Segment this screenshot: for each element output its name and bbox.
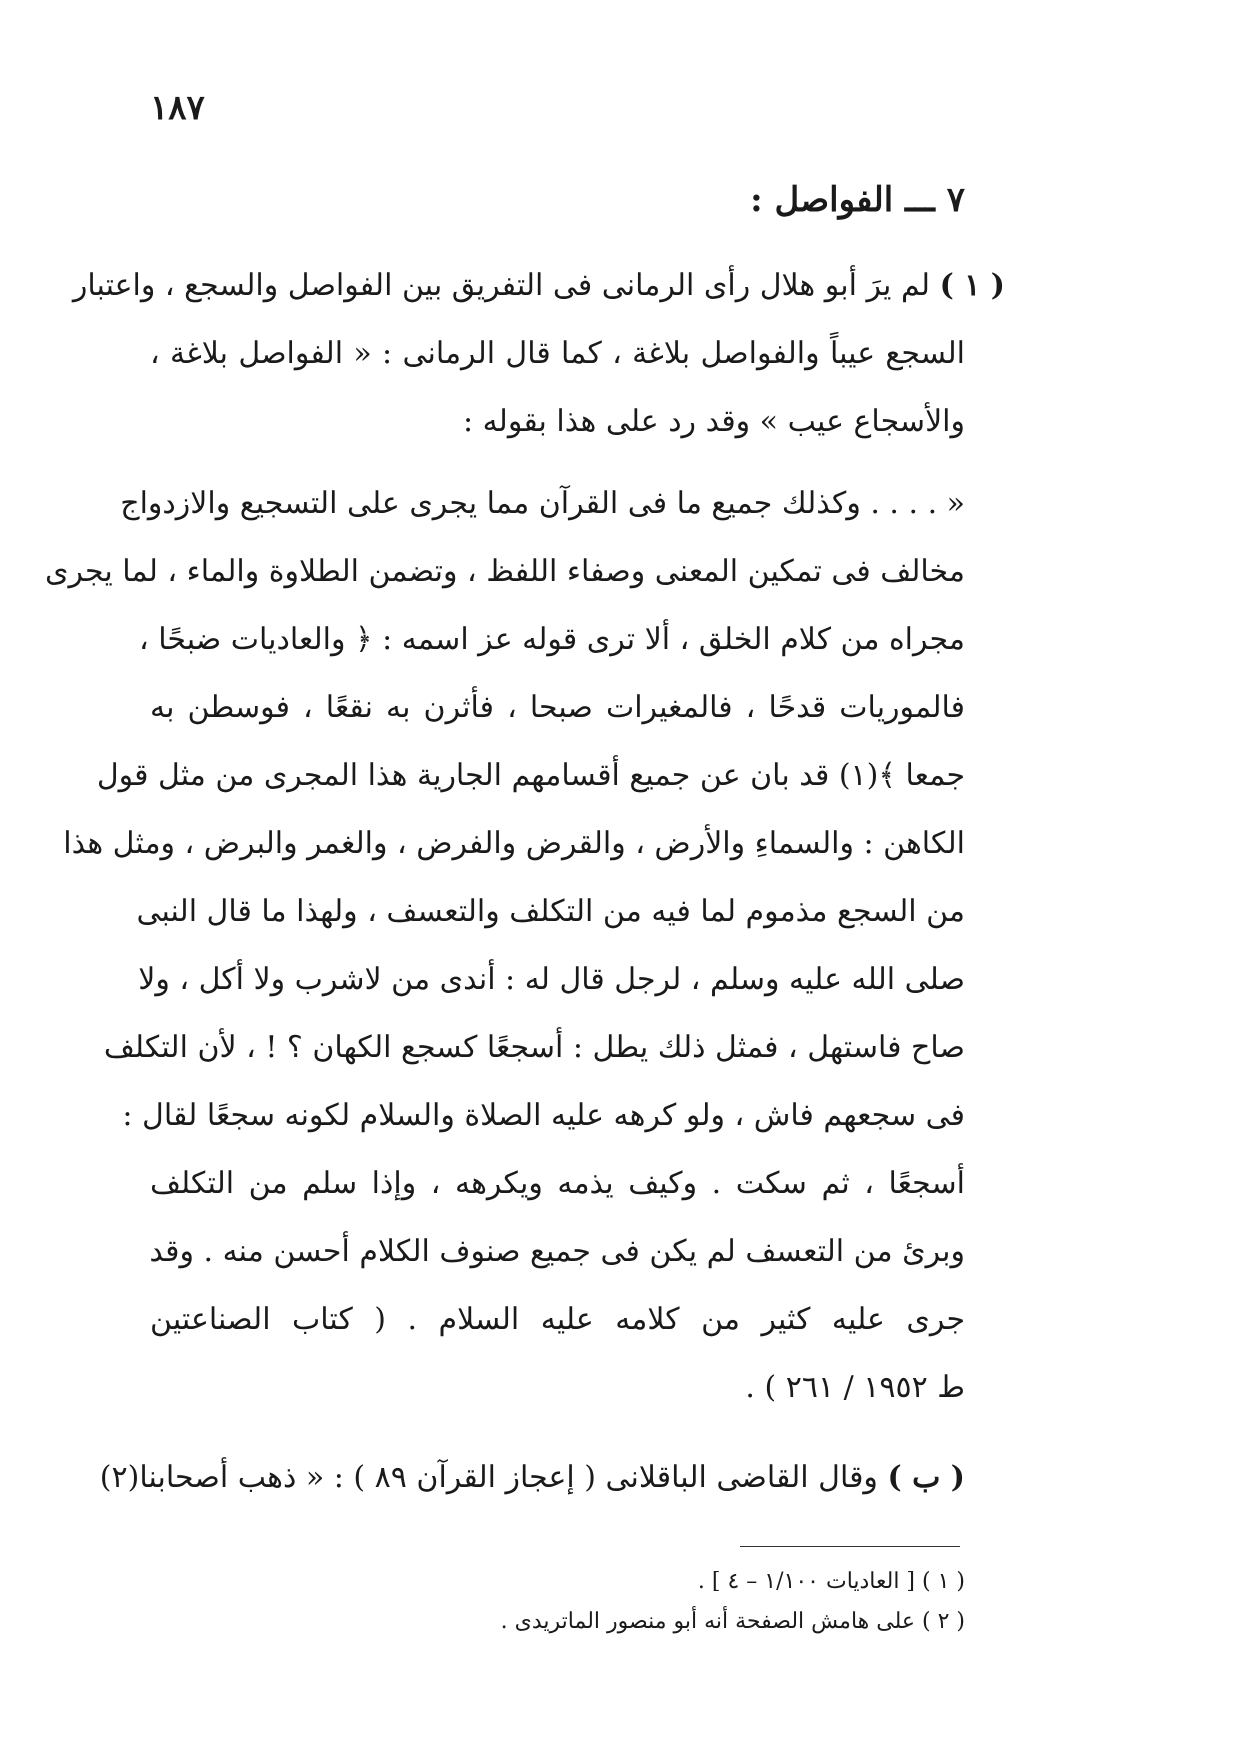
page-number: ١٨٧ [150,88,205,128]
quote-line: فالموريات قدحًا ، فالمغيرات صبحا ، فأثرن به نقعًا ، فوسطن به [150,690,965,725]
quote-line: صاح فاستهل ، فمثل ذلك يطل : أسجعًا كسجع الكهان ؟ ! ، لأن التكلف [103,1030,965,1065]
paragraph-a-marker: ( ١ ) [939,268,1005,303]
footnote-2: ( ٢ ) على هامش الصفحة أنه أبو منصور الماتريدى . [500,1609,965,1634]
paragraph-a-line-1 [72,252,1005,320]
paragraph-a-text: لم يرَ أبو هلال رأى الرمانى فى التفريق بين الفواصل والسجع ، واعتبار [72,268,931,303]
quotation-block [44,470,965,1422]
paragraph-b-text: وقال القاضى الباقلانى ( إعجاز القرآن ٨٩ ) : « ذهب أصحابنا(٢) [99,1460,878,1495]
paragraph-b-marker: ( ب ) [887,1460,965,1495]
quote-line: الكاهن : والسماءِ والأرض ، والقرض والفرض ، والغمر والبرض ، ومثل هذا [63,826,965,861]
footnotes [501,1562,965,1642]
quote-line: جمعا ﴾(١) قد بان عن جميع أقسامهم الجارية هذا المجرى من مثل قول [96,758,965,793]
paragraph-b [99,1444,965,1512]
quote-line: « . . . . وكذلك جميع ما فى القرآن مما يجرى على التسجيع والازدواج [120,486,965,521]
footnote-divider [740,1546,960,1547]
footnote-1: ( ١ ) [ العاديات ١/١٠٠ – ٤ ] . [697,1569,965,1594]
quote-line: مجراه من كلام الخلق ، ألا ترى قوله عز اسمه : ﴿ والعاديات ضبحًا ، [139,622,965,657]
quote-line: مخالف فى تمكين المعنى وصفاء اللفظ ، وتضمن الطلاوة والماء ، لما يجرى [44,554,965,589]
section-heading: ٧ ـــ الفواصل : [750,180,965,220]
quote-line: أسجعًا ، ثم سكت . وكيف يذمه ويكرهه ، وإذا سلم من التكلف [150,1166,965,1201]
paragraph-a-line-3: والأسجاع عيب » وقد رد على هذا بقوله : [462,404,965,439]
quote-line: من السجع مذموم لما فيه من التكلف والتعسف ، ولهذا ما قال النبى [136,894,965,929]
quote-line: جرى عليه كثير من كلامه عليه السلام . ( كتاب الصناعتين [150,1302,965,1337]
quote-line: ط ١٩٥٢ / ٢٦١ ) . [745,1370,965,1405]
quote-line: فى سجعهم فاش ، ولو كرهه عليه الصلاة والسلام لكونه سجعًا لقال : [122,1098,965,1133]
quote-line: صلى الله عليه وسلم ، لرجل قال له : أندى من لاشرب ولا أكل ، ولا [138,962,965,997]
paragraph-a-line-2: السجع عيباً والفواصل بلاغة ، كما قال الرمانى : « الفواصل بلاغة ، [150,336,965,371]
quote-line: وبرئ من التعسف لم يكن فى جميع صنوف الكلام أحسن منه . وقد [149,1234,965,1269]
paragraph-a [72,252,1005,456]
